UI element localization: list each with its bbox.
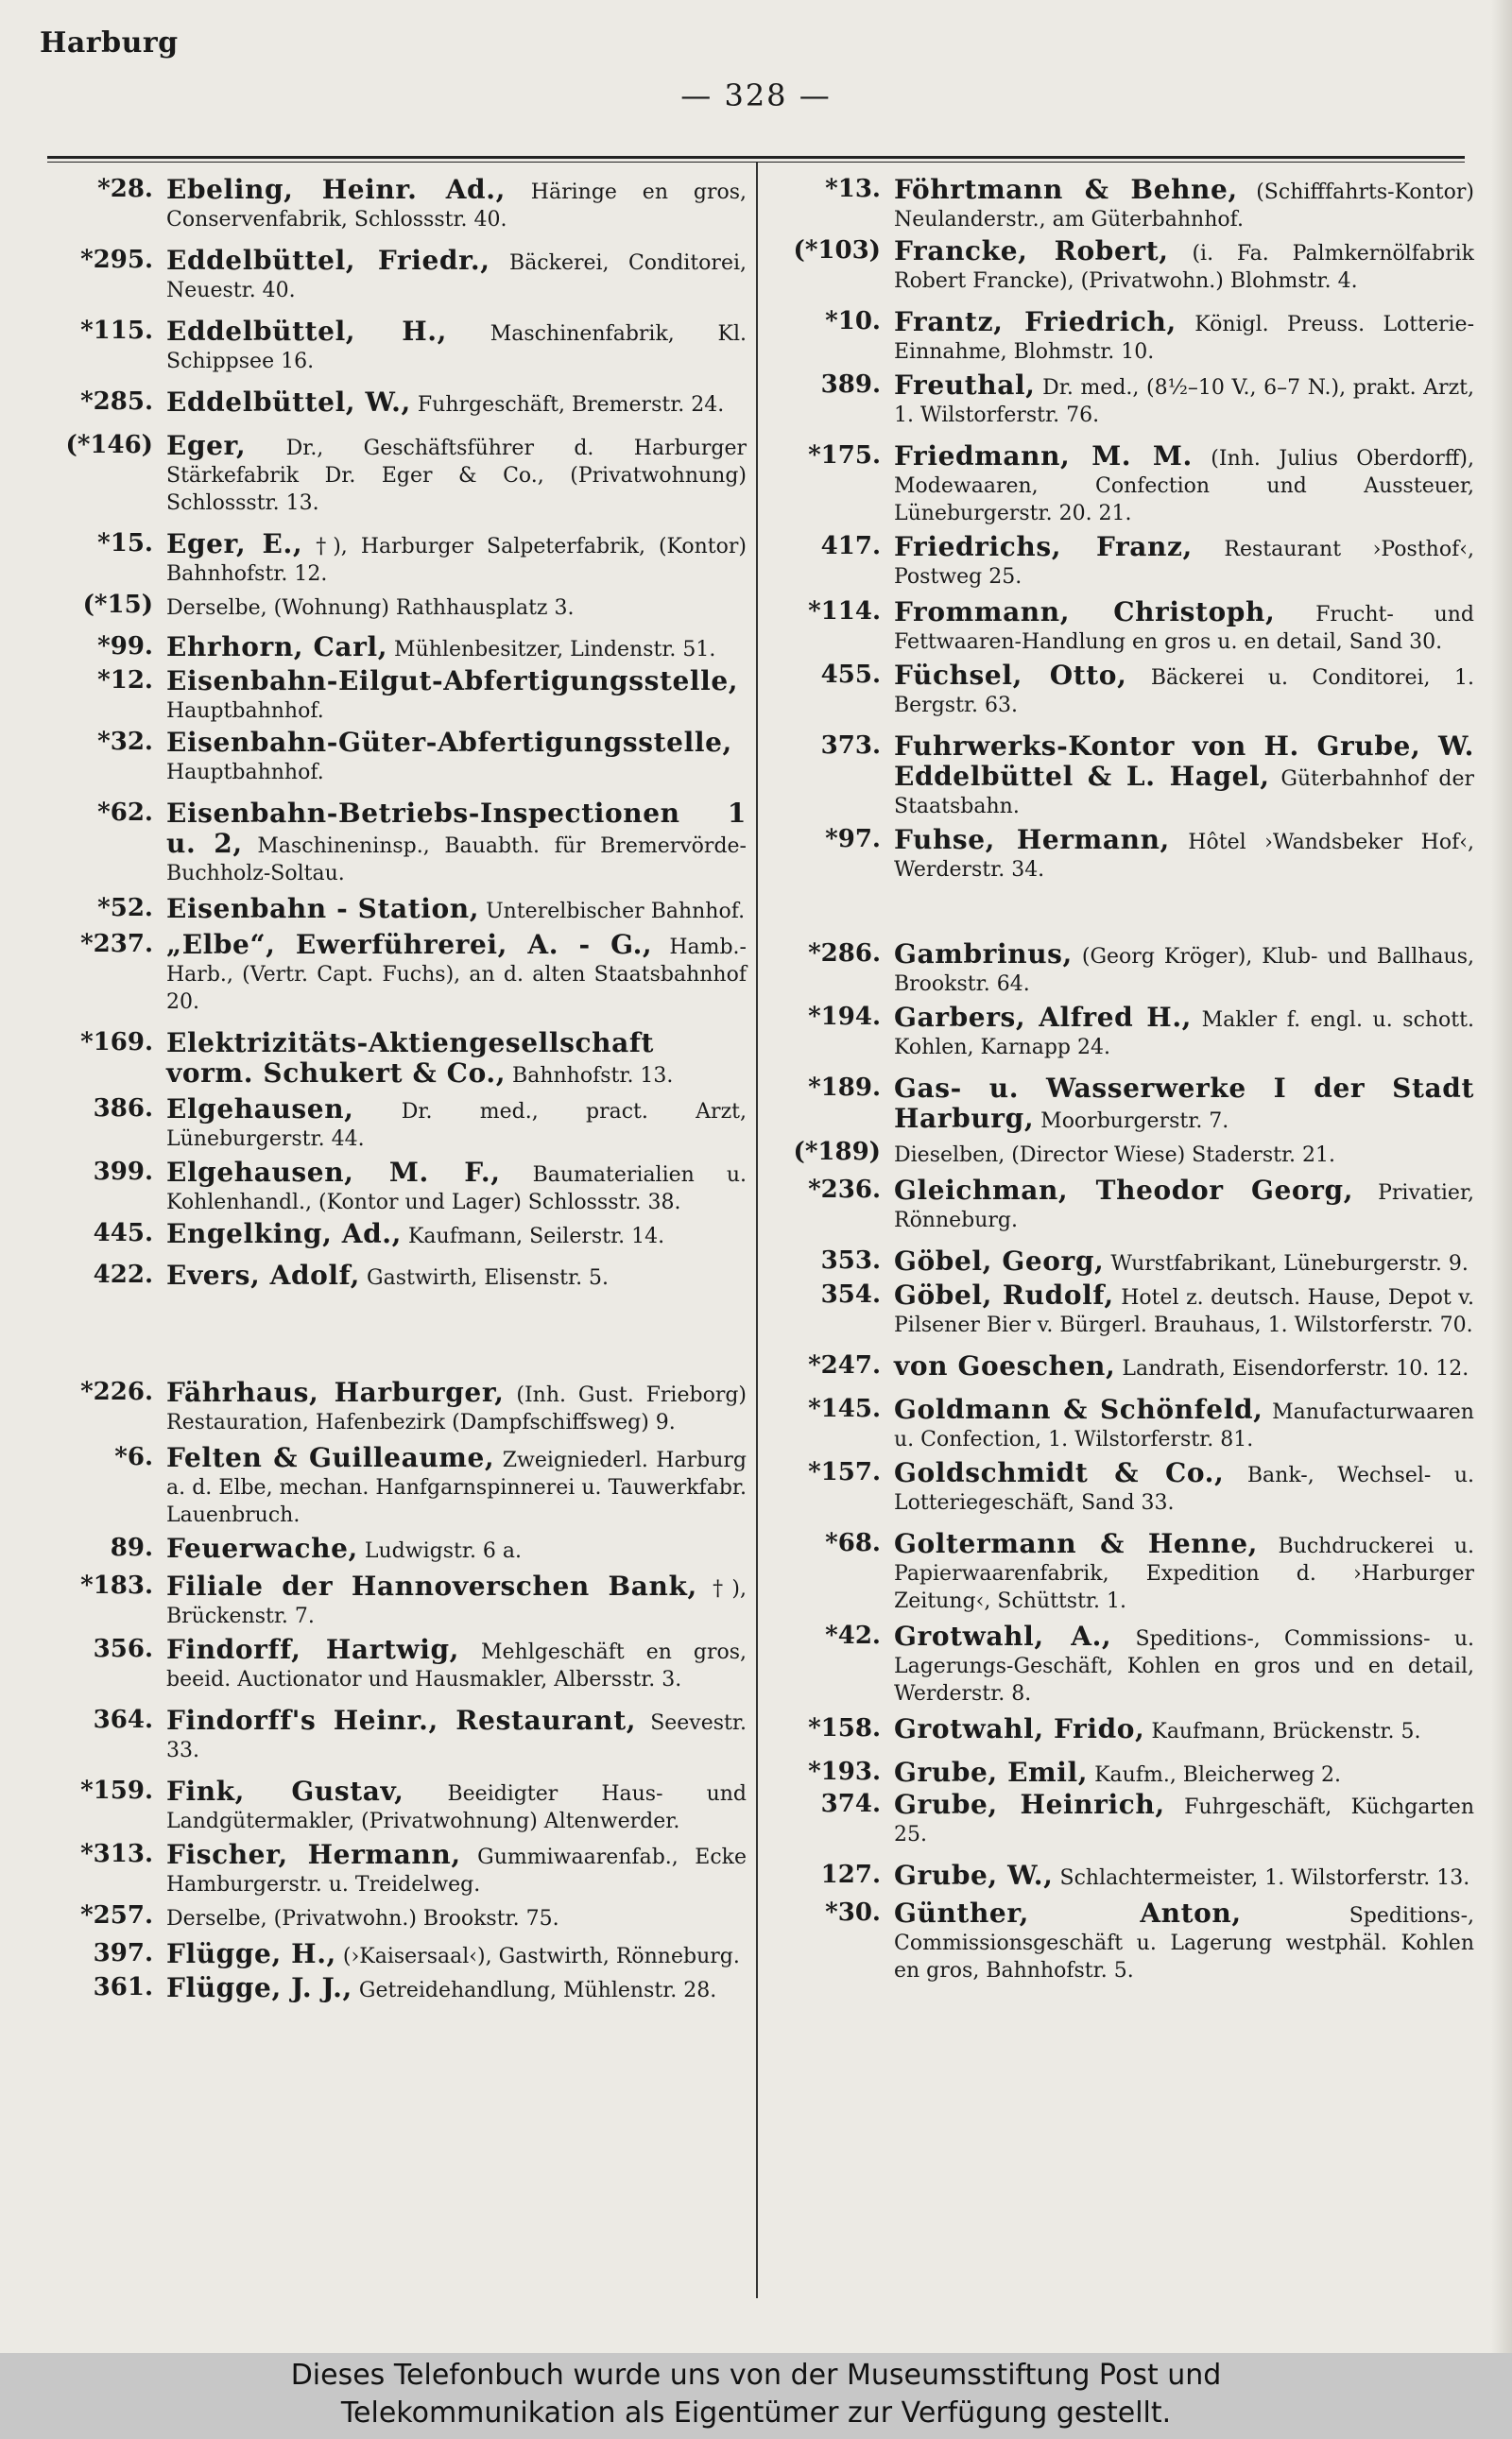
phone-number: *28. [97,175,153,203]
right-column [775,176,1474,1984]
directory-entry [775,1177,1474,1234]
directory-entry [775,308,1474,366]
subscriber-name: Elektrizitäts-Aktiengesellschaft vorm. Schukert & Co., [166,1027,655,1089]
directory-entry [775,371,1474,429]
subscriber-details: Speditions-, Commissions- u. Lagerungs-Geschäft, Kohlen en gros und en detail, Werderstr. 8. [894,1627,1474,1706]
directory-entry [775,1715,1474,1745]
entry-text [166,895,747,925]
subscriber-name: Grotwahl, A., [894,1621,1112,1652]
subscriber-details: †), Harburger Salpeterfabrik, (Kontor) Bahnhofstr. 12. [166,535,747,586]
phone-number: 364. [93,1706,153,1734]
directory-entry [775,1281,1474,1339]
subscriber-name: Fink, Gustav, [166,1776,404,1807]
phone-number: *15. [97,529,153,558]
phone-number: *286. [808,939,881,968]
left-column [47,176,747,2004]
directory-entry [47,530,747,588]
directory-entry [47,1220,747,1250]
footer-line-1: Dieses Telefonbuch wurde uns von der Museumsstiftung Post und [290,2359,1222,2392]
phone-number: *42. [825,1622,881,1650]
entry-text [166,1095,747,1153]
subscriber-name: Francke, Robert, [894,235,1169,266]
phone-number: *285. [80,387,153,416]
directory-entry [775,1247,1474,1278]
subscriber-details: Fuhrgeschäft, Küchgarten 25. [894,1795,1474,1846]
entry-text [894,533,1474,591]
entry-text [166,1262,747,1292]
directory-entry [47,729,747,786]
entry-text [894,732,1474,820]
subscriber-details: (Inh. Julius Oberdorff), Modewaaren, Confection und Aussteuer, Lüneburgerstr. 20. 21. [894,447,1475,525]
phone-number: *99. [97,632,153,661]
phone-number: (*103) [793,236,881,265]
subscriber-name: Gleichman, Theodor Georg, [894,1175,1354,1206]
directory-entry [775,1352,1474,1383]
subscriber-details: Hotel z. deutsch. Hause, Depot v. Pilsener Bier v. Bürgerl. Brauhaus, 1. Wilstorferstr. 70. [894,1286,1474,1337]
phone-number: *12. [97,666,153,695]
directory-entry [775,1396,1474,1453]
subscriber-name: Gas- u. Wasserwerke I der Stadt Harburg, [894,1073,1474,1134]
entry-text [166,1535,747,1565]
phone-number: (*146) [65,431,153,459]
subscriber-details: Speditions-, Commissionsgeschäft u. Lagerung westphäl. Kohlen en gros, Bahnhofstr. 5. [894,1904,1474,1983]
directory-entry [775,1074,1474,1135]
footer-notice [0,2353,1512,2439]
entry-text [166,530,747,588]
entry-text [166,318,747,375]
directory-entry [47,388,747,419]
entry-text [894,661,1474,719]
subscriber-name: Eddelbüttel, Friedr., [166,245,490,276]
phone-number: (*15) [82,591,153,619]
phone-number: *30. [825,1898,881,1927]
subscriber-details: Kaufmann, Brückenstr. 5. [1144,1720,1421,1743]
phone-number: 354. [820,1280,881,1309]
subscriber-name: Flügge, J. J., [166,1972,352,2003]
subscriber-details: Frucht- und Fettwaaren-Handlung en gros u. en detail, Sand 30. [894,603,1474,654]
directory-entry [47,1572,747,1630]
directory-entry [47,592,747,622]
entry-text [894,1530,1474,1615]
entry-text [894,371,1474,429]
subscriber-details: (i. Fa. Palmkernölfabrik Robert Francke), (Privatwohn.) Blohmstr. 4. [894,242,1474,293]
phone-number: 417. [820,532,881,560]
entry-text [166,799,747,887]
phone-number: *189. [808,1074,881,1102]
directory-entry [775,1759,1474,1789]
phone-number: 386. [93,1094,153,1123]
directory-entry [775,1004,1474,1061]
directory-entry [47,247,747,304]
subscriber-details: Dr. med., (8½–10 V., 6–7 N.), prakt. Arzt, 1. Wilstorferstr. 76. [894,376,1474,427]
entry-text [166,667,747,725]
directory-entry [47,432,747,517]
subscriber-details: Seevestr. 33. [166,1711,747,1762]
directory-entry [47,1778,747,1835]
subscriber-details: Unterelbischer Bahnhof. [479,900,746,923]
directory-entry [775,237,1474,295]
subscriber-details: Mühlenbesitzer, Lindenstr. 51. [387,638,716,661]
phone-number: 356. [93,1635,153,1663]
subscriber-name: Ehrhorn, Carl, [166,631,388,662]
entry-text [166,1841,747,1898]
directory-entry [47,799,747,887]
directory-entry [47,1636,747,1693]
entry-text [894,1352,1474,1383]
phone-number: *237. [80,930,153,958]
phone-number: *13. [825,175,881,203]
phone-number: 455. [820,661,881,689]
directory-entry [775,1899,1474,1984]
entry-text [166,729,747,786]
entry-text [894,1281,1474,1339]
subscriber-name: Eisenbahn-Betriebs-Inspectionen 1 u. 2, [166,798,747,859]
footer-line-2: Telekommunikation als Eigentümer zur Verfügung gestellt. [340,2396,1172,2430]
directory-entry [47,667,747,725]
subscriber-name: Grotwahl, Frido, [894,1713,1145,1744]
subscriber-details: (Georg Kröger), Klub- und Ballhaus, Brookstr. 64. [894,945,1474,996]
subscriber-details: Güterbahnhof der Staatsbahn. [894,767,1474,818]
phone-number: (*189) [793,1138,881,1166]
subscriber-details: Derselbe, (Privatwohn.) Brookstr. 75. [166,1907,559,1931]
entry-text [166,1444,747,1529]
subscriber-details: Baumaterialien u. Kohlenhandl., (Kontor und Lager) Schlossstr. 38. [166,1163,747,1214]
subscriber-name: Eger, [166,430,247,461]
subscriber-name: Frommann, Christoph, [894,596,1276,627]
subscriber-name: Eisenbahn-Güter-Abfertigungsstelle, [166,727,732,758]
subscriber-name: Garbers, Alfred H., [894,1002,1193,1033]
entry-text [166,1974,747,2004]
subscriber-name: Göbel, Georg, [894,1245,1105,1277]
page-number: — 328 — [680,77,832,113]
directory-entry [47,1902,747,1932]
subscriber-details: Maschinenfabrik, Kl. Schippsee 16. [166,322,747,373]
subscriber-details: Beeidigter Haus- und Landgütermakler, (Privatwohnung) Altenwerder. [166,1782,747,1833]
directory-entry [775,1623,1474,1708]
subscriber-name: Freuthal, [894,369,1036,401]
subscriber-details: Restaurant ›Posthof‹, Postweg 25. [894,538,1475,589]
subscriber-name: Friedrichs, Franz, [894,531,1193,562]
subscriber-name: Elgehausen, [166,1093,354,1125]
subscriber-details: Hauptbahnhof. [166,699,324,723]
phone-number: *97. [825,825,881,853]
phone-number: *175. [808,441,881,470]
directory-entry [47,176,747,233]
subscriber-name: Eddelbüttel, H., [166,316,447,347]
entry-text [894,1791,1474,1848]
subscriber-name: Frantz, Friedrich, [894,306,1177,337]
subscriber-details: (Inh. Gust. Frieborg) Restauration, Hafenbezirk (Dampfschiffsweg) 9. [166,1383,747,1434]
subscriber-details: Schlachtermeister, 1. Wilstorferstr. 13. [1053,1866,1470,1890]
subscriber-name: Grube, W., [894,1860,1054,1891]
subscriber-name: Fuhse, Hermann, [894,824,1170,855]
subscriber-name: Grube, Emil, [894,1757,1089,1788]
directory-entry [47,633,747,663]
directory-entry [47,1974,747,2004]
entry-text [166,1940,747,1970]
subscriber-details: Derselbe, (Wohnung) Rathhausplatz 3. [166,596,575,620]
subscriber-name: „Elbe“, Ewerführerei, A. - G., [166,929,653,960]
subscriber-details: Fuhrgeschäft, Bremerstr. 24. [410,393,725,417]
subscriber-details: Manufacturwaaren u. Confection, 1. Wilstorferstr. 81. [894,1400,1474,1451]
phone-number: *115. [80,317,153,345]
phone-number: 422. [93,1261,153,1289]
phone-number: *157. [808,1458,881,1486]
top-rule [47,156,1465,163]
subscriber-name: Eisenbahn-Eilgut-Abfertigungsstelle, [166,665,739,696]
entry-text [894,826,1474,884]
entry-text [166,432,747,517]
directory-entry [47,1159,747,1216]
subscriber-name: Friedmann, M. M. [894,440,1193,472]
directory-entry [47,1379,747,1436]
entry-text [166,247,747,304]
subscriber-name: Elgehausen, M. F., [166,1157,501,1188]
subscriber-details: Privatier, Rönneburg. [894,1181,1474,1232]
entry-text [894,1004,1474,1061]
entry-text [166,176,747,233]
directory-entry [775,1459,1474,1517]
phone-number: *6. [114,1443,153,1471]
subscriber-details: Dr. med., pract. Arzt, Lüneburgerstr. 44. [166,1100,747,1151]
entry-text [894,1459,1474,1517]
directory-entry [775,1862,1474,1892]
directory-entry [775,1791,1474,1848]
subscriber-details: Hauptbahnhof. [166,761,324,784]
phone-number: *313. [80,1840,153,1868]
subscriber-details: Kaufm., Bleicherweg 2. [1088,1763,1342,1787]
subscriber-details: Maschineninsp., Bauabth. für Bremervörde-Buchholz-Soltau. [166,834,747,885]
phone-number: *295. [80,246,153,274]
phone-number: *183. [80,1572,153,1600]
directory-entry [47,931,747,1016]
directory-entry [775,732,1474,820]
entry-text [894,1396,1474,1453]
phone-number: 389. [820,370,881,399]
phone-number: 397. [93,1939,153,1967]
entry-text [894,1715,1474,1745]
directory-entry [775,826,1474,884]
subscriber-details: Hôtel ›Wandsbeker Hof‹, Werderstr. 34. [894,831,1474,882]
phone-number: 445. [93,1219,153,1247]
directory-entry [47,318,747,375]
entry-text [166,388,747,419]
phone-number: 399. [93,1158,153,1186]
subscriber-details: Königl. Preuss. Lotterie-Einnahme, Blohmstr. 10. [894,313,1475,364]
subscriber-details: Dr., Geschäftsführer d. Harburger Stärkefabrik Dr. Eger & Co., (Privatwohnung) Schlossstr. 13. [166,437,747,515]
subscriber-name: Günther, Anton, [894,1898,1242,1929]
subscriber-name: Goldschmidt & Co., [894,1457,1225,1488]
entry-text [894,237,1474,295]
directory-entry [775,176,1474,233]
subscriber-details: Getreidehandlung, Mühlenstr. 28. [352,1979,717,2002]
page-binding-edge [1491,0,1512,2353]
phone-number: *194. [808,1003,881,1031]
entry-text [166,592,747,622]
phone-number: *236. [808,1176,881,1204]
entry-text [166,1636,747,1693]
entry-text [894,1623,1474,1708]
directory-entry [775,533,1474,591]
entry-text [166,1572,747,1630]
entry-text [166,1902,747,1932]
entry-text [166,1778,747,1835]
phone-number: *62. [97,799,153,827]
phone-number: *10. [825,307,881,335]
phone-number: *247. [808,1351,881,1380]
subscriber-name: Ebeling, Heinr. Ad., [166,174,506,205]
subscriber-details: Ludwigstr. 6 a. [357,1539,523,1563]
entry-text [894,1177,1474,1234]
subscriber-name: Grube, Heinrich, [894,1789,1165,1820]
entry-text [894,308,1474,366]
subscriber-details: Bäckerei u. Conditorei, 1. Bergstr. 63. [894,666,1474,717]
subscriber-details: Bäckerei, Conditorei, Neuestr. 40. [166,251,747,302]
subscriber-details: Buchdruckerei u. Papierwaarenfabrik, Expedition d. ›Harburger Zeitung‹, Schüttstr. 1. [894,1535,1474,1613]
entry-text [894,598,1474,656]
entry-text [894,940,1474,998]
subscriber-details: Kaufmann, Seilerstr. 14. [402,1225,665,1248]
phone-number: *52. [97,894,153,922]
phone-number: *257. [80,1901,153,1930]
phone-number: 353. [820,1246,881,1275]
subscriber-details: Häringe en gros, Conservenfabrik, Schlossstr. 40. [166,180,747,232]
phone-number: *145. [808,1395,881,1423]
subscriber-name: Fährhaus, Harburger, [166,1377,505,1408]
directory-entry [47,895,747,925]
subscriber-details: Gastwirth, Elisenstr. 5. [360,1266,610,1290]
entry-text [894,1759,1474,1789]
subscriber-name: Gambrinus, [894,938,1073,970]
phone-number: *68. [825,1529,881,1557]
subscriber-name: Findorff, Hartwig, [166,1634,459,1665]
subscriber-details: Dieselben, (Director Wiese) Staderstr. 21. [894,1143,1336,1167]
subscriber-name: Goldmann & Schönfeld, [894,1394,1263,1425]
subscriber-name: Fuhrwerks-Kontor von H. Grube, W. Eddelbüttel & L. Hagel, [894,730,1474,792]
phone-number: *169. [80,1028,153,1056]
subscriber-name: Findorff's Heinr., Restaurant, [166,1705,637,1736]
directory-entry [47,1262,747,1292]
directory-entry [47,1841,747,1898]
directory-entry [775,1139,1474,1169]
directory-entry [47,1029,747,1090]
subscriber-name: Eddelbüttel, W., [166,386,411,418]
entry-text [894,1247,1474,1278]
entry-text [166,931,747,1016]
subscriber-details: Hamb.-Harb., (Vertr. Capt. Fuchs), an d. alten Staatsbahnhof 20. [166,936,747,1014]
directory-entry [775,661,1474,719]
subscriber-name: Füchsel, Otto, [894,660,1127,691]
entry-text [166,633,747,663]
entry-text [894,1862,1474,1892]
entry-text [166,1707,747,1764]
entry-text [894,442,1474,527]
phone-number: *193. [808,1758,881,1786]
column-divider [756,163,758,2298]
subscriber-details: (›Kaisersaal‹), Gastwirth, Rönneburg. [335,1945,740,1968]
directory-entry [47,1940,747,1970]
phone-number: 361. [93,1973,153,2001]
subscriber-details: Moorburgerstr. 7. [1034,1109,1229,1133]
entry-text [894,1074,1474,1135]
subscriber-details: Makler f. engl. u. schott. Kohlen, Karnapp 24. [894,1008,1474,1059]
subscriber-name: Flügge, H., [166,1938,336,1969]
phone-number: *114. [808,597,881,626]
subscriber-name: Goltermann & Henne, [894,1528,1258,1559]
subscriber-name: Föhrtmann & Behne, [894,174,1238,205]
directory-entry [47,1535,747,1565]
subscriber-name: Feuerwache, [166,1533,358,1564]
running-head: Harburg [40,26,179,60]
subscriber-details: (Schifffahrts-Kontor) Neulanderstr., am Güterbahnhof. [894,180,1474,232]
subscriber-details: Mehlgeschäft en gros, beeid. Auctionator und Hausmakler, Albersstr. 3. [166,1640,747,1692]
entry-text [894,1139,1474,1169]
subscriber-name: Fischer, Hermann, [166,1839,461,1870]
subscriber-details: Gummiwaarenfab., Ecke Hamburgerstr. u. Treidelweg. [166,1846,747,1897]
subscriber-details: Wurstfabrikant, Lüneburgerstr. 9. [1104,1252,1469,1276]
phone-number: 89. [110,1534,153,1562]
directory-entry [775,598,1474,656]
subscriber-details: Zweigniederl. Harburg a. d. Elbe, mechan. Hanfgarnspinnerei u. Tauwerkfabr. Lauenbruch. [166,1449,747,1527]
subscriber-name: Eisenbahn - Station, [166,893,480,924]
entry-text [166,1379,747,1436]
phone-number: 373. [820,731,881,760]
directory-entry [47,1707,747,1764]
phone-number: *226. [80,1378,153,1406]
subscriber-details: †), Brückenstr. 7. [166,1577,747,1628]
subscriber-details: Bahnhofstr. 13. [506,1064,674,1088]
phone-number: 127. [820,1861,881,1889]
entry-text [894,1899,1474,1984]
subscriber-name: Felten & Guilleaume, [166,1442,495,1473]
subscriber-name: von Goeschen, [894,1350,1116,1382]
entry-text [166,1220,747,1250]
directory-entry [775,1530,1474,1615]
phone-number: 374. [820,1790,881,1818]
directory-entry [775,940,1474,998]
directory-entry [47,1444,747,1529]
subscriber-details: Landrath, Eisendorferstr. 10. 12. [1115,1357,1469,1381]
entry-text [166,1029,747,1090]
subscriber-name: Filiale der Hannoverschen Bank, [166,1571,697,1602]
entry-text [166,1159,747,1216]
entry-text [894,176,1474,233]
phone-number: *32. [97,728,153,756]
directory-entry [47,1095,747,1153]
subscriber-details: Bank-, Wechsel- u. Lotteriegeschäft, Sand 33. [894,1464,1474,1515]
subscriber-name: Engelking, Ad., [166,1218,402,1249]
phone-number: *159. [80,1777,153,1805]
subscriber-name: Eger, E., [166,528,303,559]
directory-entry [775,442,1474,527]
subscriber-name: Göbel, Rudolf, [894,1280,1114,1311]
subscriber-name: Evers, Adolf, [166,1260,361,1291]
phone-number: *158. [808,1714,881,1743]
